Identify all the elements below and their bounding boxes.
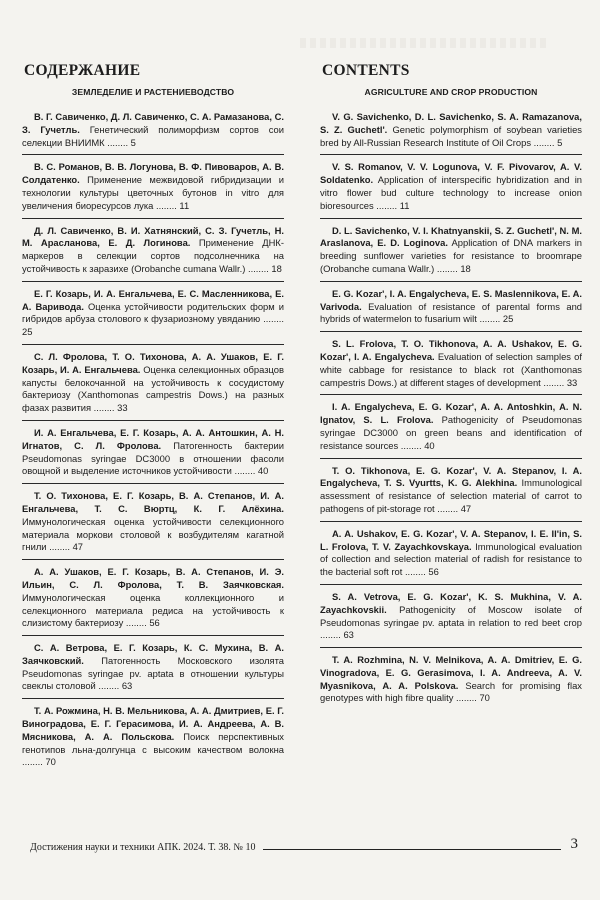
entry-page-number: 25: [22, 326, 33, 338]
dot-leader: ........: [540, 376, 567, 388]
entry-authors: Е. Г. Козарь, И. А. Енгальчева, Е. С. Масленникова, Е. А. Варивода.: [22, 287, 284, 312]
toc-entry[interactable]: [320, 528, 582, 585]
page-number: 3: [570, 836, 578, 852]
entry-title: Immunological assessment of resistance of selection material of carrot to pathogens of pit-storage rot: [320, 477, 582, 514]
entry-page-number: 25: [502, 313, 514, 325]
entry-authors: А. А. Ушаков, Е. Г. Козарь, В. А. Степанов, И. Э. Ильин, С. Л. Фролова, Т. В. Заячковская.: [22, 566, 284, 590]
entry-page-number: 56: [428, 566, 439, 578]
entry-title: Genetic polymorphism of soybean varieties bred by All-Russian Research Institute of Oil Crops: [320, 123, 582, 148]
russian-section-title: ЗЕМЛЕДЕЛИЕ И РАСТЕНИЕВОДСТВО: [71, 87, 235, 97]
entry-page-number: 11: [399, 199, 410, 211]
toc-entry[interactable]: [22, 288, 284, 345]
entry-page-number: 63: [121, 680, 133, 692]
dot-leader: ........: [231, 465, 258, 477]
entry-title: Иммунологическая оценка коллекционного и селекционного материала редиса на устойчивость к слизистому бактериозу: [22, 591, 284, 629]
entry-page-number: 56: [149, 617, 160, 629]
entry-authors: С. А. Ветрова, Е. Г. Козарь, К. С. Мухина, В. А. Заячковский.: [22, 642, 284, 666]
entry-authors: S. L. Frolova, T. O. Tikhonova, A. A. Ushakov, E. G. Kozar', I. A. Engalycheva.: [320, 338, 582, 362]
toc-entry[interactable]: [320, 401, 582, 458]
footer-rule: [263, 849, 560, 850]
toc-entry[interactable]: [22, 351, 284, 421]
entry-authors: И. А. Енгальчева, Е. Г. Козарь, А. А. Антошкин, А. Н. Игнатов, С. Л. Фролова.: [22, 426, 284, 451]
entry-title: Иммунологическая оценка устойчивости селекционного материала моркови столовой к возбудителям кагатной гнили: [22, 515, 284, 553]
dot-leader: ........: [398, 439, 425, 451]
russian-entries-list: [22, 111, 284, 774]
entry-authors: A. A. Ushakov, E. G. Kozar', V. A. Stepanov, I. E. Il'in, S. L. Frolova, T. V. Zayachkovskaya.: [320, 527, 582, 552]
toc-entry[interactable]: [22, 490, 284, 560]
entry-title: Evaluation of selection samples of white cabbage for resistance to black rot (Xanthomonas campestris Dows.) at different stages of development: [320, 350, 582, 388]
entry-authors: В. С. Романов, В. В. Логунова, В. Ф. Пивоваров, А. В. Солдатенко.: [22, 161, 284, 186]
toc-entry[interactable]: [22, 705, 284, 774]
toc-entry[interactable]: [320, 288, 582, 332]
entry-title: Evaluation of resistance of parental forms and hybrids of watermelon to fusarium wilt: [320, 300, 582, 325]
entry-page-number: 5: [557, 136, 563, 148]
toc-entry[interactable]: [320, 111, 582, 155]
entry-page-number: 18: [271, 262, 282, 274]
faint-background-print: [300, 38, 550, 48]
dot-leader: ........: [434, 262, 461, 274]
entry-title: Pathogenicity of Pseudomonas syringae DC3000 on green beans and identification of resistance sources: [320, 414, 582, 451]
entry-authors: Д. Л. Савиченко, В. И. Хатнянский, С. З. Гучетль, Н. М. Арасланова, Е. Д. Логинова.: [22, 224, 284, 249]
entry-page-number: 33: [566, 376, 578, 388]
entry-authors: T. A. Rozhmina, N. V. Melnikova, A. A. Dmitriev, E. G. Vinogradova, E. G. Gerasimova, I. A. Andreeva, A. V. Myasnikova, A. A. Polskova.: [320, 654, 582, 691]
english-entries-list: [320, 111, 582, 710]
entry-authors: D. L. Savichenko, V. I. Khatnyanskii, S. Z. Guchetl', N. M. Araslanova, E. D. Loginova.: [320, 224, 582, 249]
dot-leader: ........: [95, 680, 122, 692]
entry-page-number: 5: [130, 136, 136, 148]
dot-leader: ........: [453, 692, 480, 704]
toc-entry[interactable]: [320, 465, 582, 522]
toc-entry[interactable]: [22, 427, 284, 484]
entry-page-number: 33: [117, 402, 128, 414]
toc-entry[interactable]: [320, 161, 582, 218]
dot-leader: ........: [91, 402, 118, 414]
dot-leader: ........: [22, 756, 46, 768]
entry-authors: V. S. Romanov, V. V. Logunova, V. F. Pivovarov, A. V. Soldatenko.: [320, 161, 582, 186]
entry-page-number: 63: [343, 629, 354, 641]
dot-leader: ........: [476, 313, 503, 325]
entry-authors: V. G. Savichenko, D. L. Savichenko, S. A. Ramazanova, S. Z. Guchetl'.: [320, 111, 582, 135]
russian-header: СОДЕРЖАНИЕ: [24, 62, 141, 79]
entry-page-number: 40: [257, 465, 269, 477]
english-section-title: AGRICULTURE AND CROP PRODUCTION: [364, 87, 538, 97]
entry-authors: E. G. Kozar', I. A. Engalycheva, E. S. Maslennikova, E. A. Varivoda.: [320, 287, 582, 312]
toc-entry[interactable]: [22, 161, 284, 218]
entry-title: Патогенность Московского изолята Pseudomonas syringae pv. aptata в отношении культуры свеклы столовой: [22, 654, 284, 692]
entry-title: Патогенность бактерии Pseudomonas syringae DC3000 в отношении фасоли овощной и выделение источников устойчивости: [22, 439, 284, 477]
entry-page-number: 70: [45, 756, 56, 768]
entry-authors: Т. А. Рожмина, Н. В. Мельникова, А. А. Дмитриев, Е. Г. Виноградова, Е. Г. Герасимова, И. А. Андреева, А. В. Мясникова, А. А. Польскова.: [22, 705, 284, 742]
english-header: CONTENTS: [322, 62, 410, 79]
entry-authors: С. Л. Фролова, Т. О. Тихонова, А. А. Ушаков, Е. Г. Козарь, И. А. Енгальчева.: [22, 350, 284, 375]
dot-leader: ........: [123, 617, 150, 629]
toc-entry[interactable]: [320, 225, 582, 282]
entry-page-number: 47: [72, 541, 84, 553]
entry-page-number: 11: [179, 199, 190, 211]
entry-page-number: 18: [460, 262, 471, 274]
english-column: [320, 62, 582, 780]
entry-authors: Т. О. Тихонова, Е. Г. Козарь, В. А. Степанов, И. А. Енгальчева, Т. С. Вюртц, К. Г. Алёхина.: [22, 490, 284, 514]
contents-page: [22, 62, 582, 780]
entry-page-number: 47: [460, 502, 472, 514]
toc-entry[interactable]: [320, 591, 582, 648]
entry-title: Pathogenicity of Moscow isolate of Pseudomonas syringae pv. aptata in relation to red beet crop: [320, 603, 582, 628]
entry-title: Применение ДНК-маркеров в селекции сортов подсолнечника на устойчивость к заразихе (Orobanche cumana Wallr.): [22, 237, 284, 274]
entry-authors: В. Г. Савиченко, Д. Л. Савиченко, С. А. Рамазанова, С. З. Гучетль.: [22, 111, 284, 135]
entry-title: Генетический полиморфизм сортов сои селекции ВНИИМК: [22, 123, 284, 148]
toc-entry[interactable]: [22, 642, 284, 699]
page-footer: [30, 836, 578, 853]
dot-leader: ........: [320, 629, 344, 641]
russian-column: [22, 62, 284, 780]
dot-leader: ........: [104, 136, 131, 148]
entry-authors: S. A. Vetrova, E. G. Kozar', K. S. Mukhina, V. A. Zayachkovskii.: [320, 590, 582, 615]
toc-entry[interactable]: [22, 111, 284, 155]
entry-title: Оценка селекционных образцов капусты белокочанной на устойчивость к сосудистому бактериозу (Xanthomonas campestris Dows.) на разных фазах развития: [22, 363, 284, 414]
entry-page-number: 40: [424, 439, 435, 451]
dot-leader: ........: [434, 502, 461, 514]
journal-citation: Достижения науки и техники АПК. 2024. Т. 38. № 10: [30, 842, 256, 853]
toc-entry[interactable]: [320, 654, 582, 710]
dot-leader: ........: [46, 541, 73, 553]
entry-title: Применение межвидовой гибридизации и технологии культуры цветочных бутонов in vitro для увеличения биоресурсов лука: [22, 174, 284, 211]
entry-title: Application of interspecific hybridization and in vitro flower bud culture technology to increase onion bioresources: [320, 174, 582, 211]
toc-entry[interactable]: [22, 566, 284, 636]
dot-leader: ........: [245, 262, 272, 274]
toc-entry[interactable]: [320, 338, 582, 395]
toc-entry[interactable]: [22, 225, 284, 282]
entry-authors: T. O. Tikhonova, E. G. Kozar', V. A. Stepanov, I. A. Engalycheva, T. S. Vyurtts, K. G. Alekhina.: [320, 464, 582, 489]
dot-leader: ........: [153, 199, 180, 211]
entry-title: Оценка устойчивости родительских форм и гибридов арбуза столового к фузариозному увяданию: [22, 300, 284, 325]
entry-title: Application of DNA markers in breeding sunflower varieties for resistance to broomrape (Orobanche cumana Wallr.): [320, 237, 582, 274]
dot-leader: ........: [531, 136, 558, 148]
dot-leader: ........: [260, 313, 284, 325]
dot-leader: ........: [402, 566, 429, 578]
entry-title: Поиск перспективных генотипов льна-долгунца с высоким качеством волокна: [22, 730, 284, 755]
dot-leader: ........: [373, 199, 400, 211]
entry-title: Immunological evaluation of collection and selection material of radish for resistance to the bacterial soft rot: [320, 540, 582, 578]
entry-title: Search for promising flax genotypes with high fibre quality: [320, 679, 582, 704]
entry-page-number: 70: [479, 692, 490, 704]
entry-authors: I. A. Engalycheva, E. G. Kozar', A. A. Antoshkin, A. N. Ignatov, S. L. Frolova.: [320, 401, 582, 426]
